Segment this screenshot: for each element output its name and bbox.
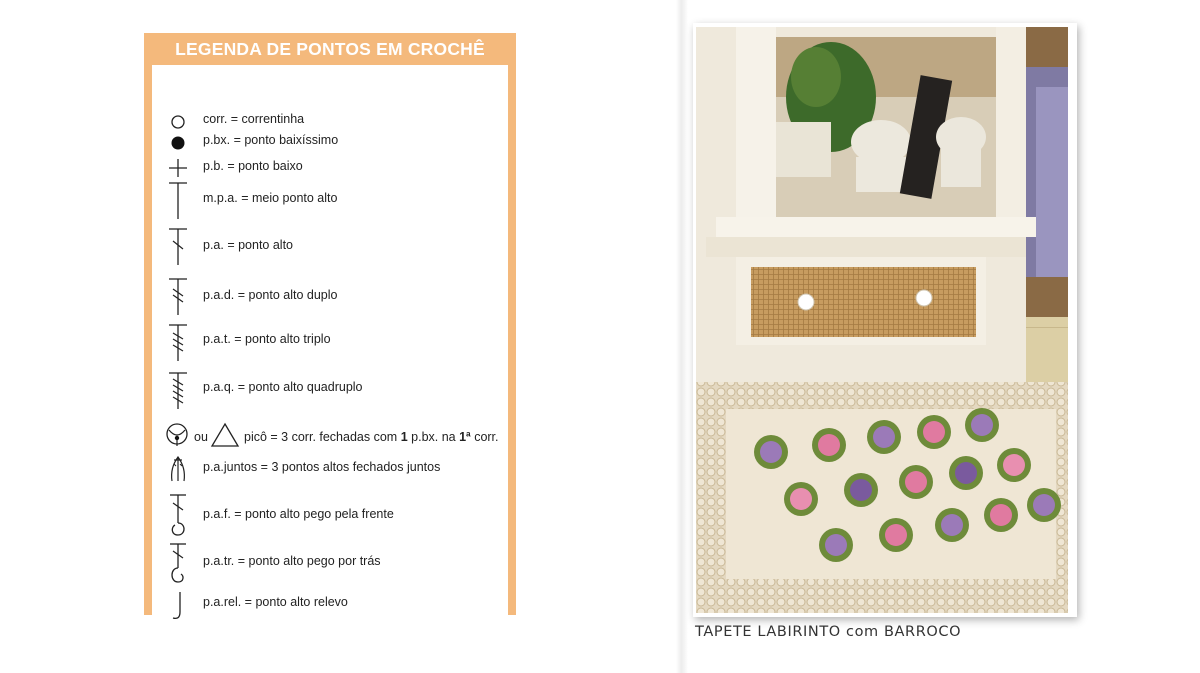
double-crochet-icon	[166, 227, 190, 273]
legend-text-corr: corr. = correntinha	[203, 112, 305, 126]
front-post-icon	[166, 493, 190, 539]
legend-text-paf: p.a.f. = ponto alto pego pela frente	[203, 507, 394, 521]
legend-row-parel	[152, 590, 508, 614]
legend-text-paq: p.a.q. = ponto alto quadruplo	[203, 380, 363, 394]
legend-text-pb: p.b. = ponto baixo	[203, 159, 303, 173]
legend-row-pb	[152, 155, 508, 179]
legend-row-paf	[152, 493, 508, 521]
legend-title: LEGENDA DE PONTOS EM CROCHÊ	[175, 39, 485, 59]
legend-body	[152, 65, 508, 639]
relief-stitch-icon	[166, 590, 190, 636]
legend-text-pad: p.a.d. = ponto alto duplo	[203, 288, 338, 302]
legend-text-pbx: p.bx. = ponto baixíssimo	[203, 133, 339, 147]
legend-row-mpa	[152, 181, 508, 205]
rug-photo	[693, 23, 1077, 617]
stitch-legend-panel	[144, 33, 516, 615]
legend-row-pbx	[152, 130, 508, 154]
legend-row-pad	[152, 277, 508, 301]
pico-or-word: ou	[194, 430, 208, 444]
back-post-icon	[166, 542, 190, 588]
legend-row-pajuntos	[152, 454, 508, 478]
legend-row-pico	[152, 422, 508, 452]
rug-photo-illustration	[696, 27, 1068, 613]
legend-text-parel: p.a.rel. = ponto alto relevo	[203, 595, 348, 609]
legend-row-pat	[152, 323, 508, 347]
pico-triangle-icon	[210, 422, 240, 453]
legend-text-mpa: m.p.a. = meio ponto alto	[203, 191, 338, 205]
legend-text-pa: p.a. = ponto alto	[203, 238, 294, 252]
t-stitch-icon	[166, 181, 190, 227]
legend-row-patr	[152, 542, 508, 566]
treble-icon	[166, 277, 190, 323]
legend-row-paq	[152, 371, 508, 395]
legend-text-pat: p.a.t. = ponto alto triplo	[203, 332, 331, 346]
quadruple-treble-icon	[166, 371, 190, 417]
triple-treble-icon	[166, 323, 190, 369]
legend-text-patr: p.a.tr. = ponto alto pego por trás	[203, 554, 381, 568]
legend-row-pa	[152, 227, 508, 251]
page-gutter	[676, 0, 688, 673]
pico-text: picô = 3 corr. fechadas com 1 p.bx. na 1ª corr.	[244, 430, 499, 444]
photo-caption: TAPETE LABIRINTO com BARROCO	[695, 624, 962, 640]
legend-text-pajuntos: p.a.juntos = 3 pontos altos fechados juntos	[203, 460, 441, 474]
